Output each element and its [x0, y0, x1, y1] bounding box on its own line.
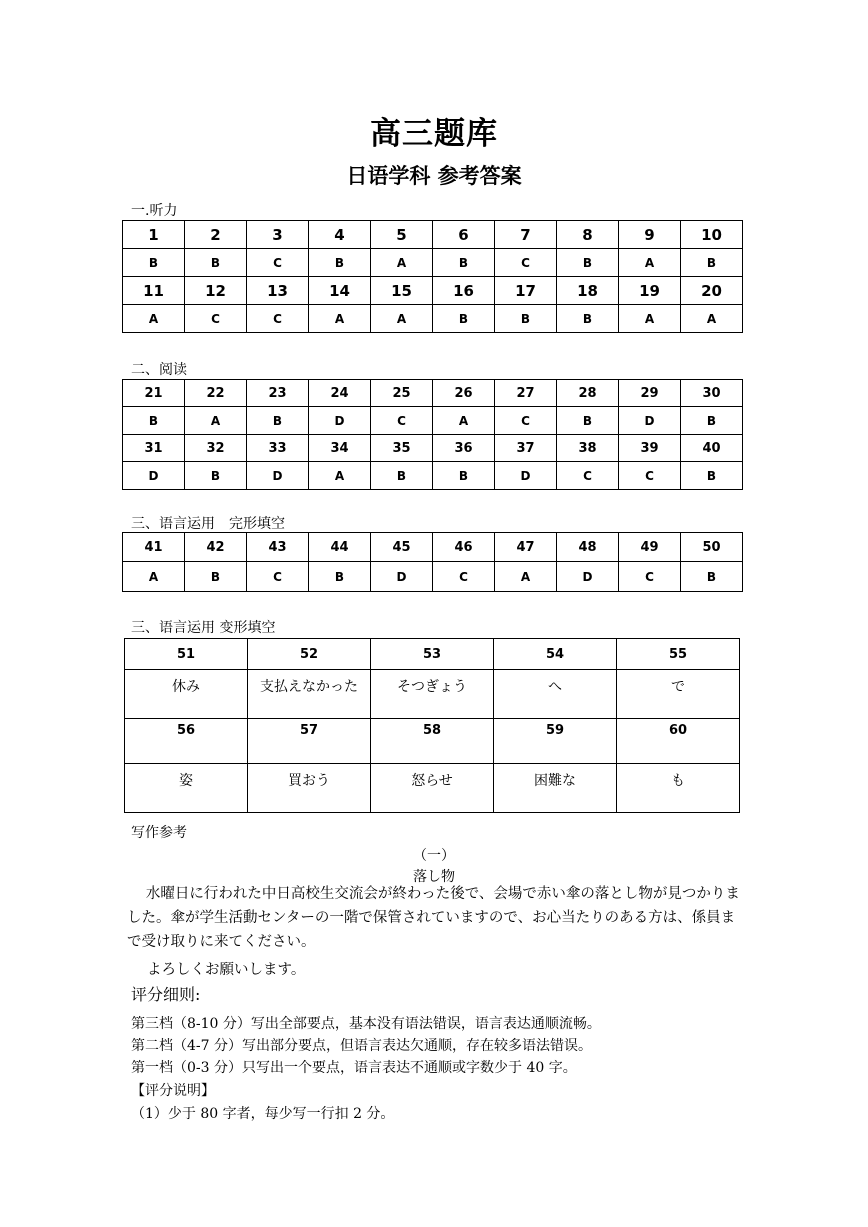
table-row — [123, 249, 743, 277]
answer-cell: D — [371, 562, 433, 592]
answer-cell: 休み — [125, 670, 248, 719]
answer-cell: C — [619, 562, 681, 592]
writing-closing: よろしくお願いします。 — [147, 962, 306, 978]
answer-cell: D — [619, 407, 681, 435]
answer-cell: 姿 — [125, 764, 248, 813]
answer-cell: B — [557, 407, 619, 435]
section-label-listening: 一.听力 — [131, 203, 178, 219]
answer-cell: C — [185, 305, 247, 333]
question-number: 50 — [681, 533, 743, 562]
scoring-note-title: 【评分说明】 — [131, 1083, 215, 1099]
question-number: 36 — [433, 435, 495, 462]
question-number: 10 — [681, 221, 743, 249]
question-number: 42 — [185, 533, 247, 562]
question-number: 57 — [248, 719, 371, 764]
answer-cell: C — [247, 305, 309, 333]
question-number: 16 — [433, 277, 495, 305]
question-number: 15 — [371, 277, 433, 305]
question-number: 19 — [619, 277, 681, 305]
question-number: 46 — [433, 533, 495, 562]
table-row — [123, 435, 743, 462]
section-label-cloze: 三、语言运用 完形填空 — [131, 516, 285, 532]
answer-cell: で — [617, 670, 740, 719]
question-number: 33 — [247, 435, 309, 462]
question-number: 14 — [309, 277, 371, 305]
table-row — [123, 277, 743, 305]
answer-cell: B — [681, 407, 743, 435]
question-number: 32 — [185, 435, 247, 462]
answer-cell: A — [309, 462, 371, 490]
answer-cell: C — [557, 462, 619, 490]
page-title: 高三题库 — [370, 116, 498, 152]
answer-cell: C — [495, 407, 557, 435]
table-row — [125, 764, 740, 813]
answer-cell: B — [681, 562, 743, 592]
question-number: 47 — [495, 533, 557, 562]
answer-cell: B — [433, 305, 495, 333]
question-number: 37 — [495, 435, 557, 462]
answer-cell: A — [185, 407, 247, 435]
question-number: 27 — [495, 380, 557, 407]
answer-cell: C — [371, 407, 433, 435]
question-number: 9 — [619, 221, 681, 249]
answer-cell: B — [123, 407, 185, 435]
table-row — [123, 305, 743, 333]
table-row — [123, 380, 743, 407]
answer-cell: B — [185, 249, 247, 277]
question-number: 54 — [494, 639, 617, 670]
question-number: 40 — [681, 435, 743, 462]
question-number: 4 — [309, 221, 371, 249]
question-number: 3 — [247, 221, 309, 249]
question-number: 28 — [557, 380, 619, 407]
table-row — [123, 221, 743, 249]
question-number: 13 — [247, 277, 309, 305]
transform-answer-table — [124, 638, 740, 813]
answer-cell: A — [619, 249, 681, 277]
answer-cell: D — [557, 562, 619, 592]
answer-cell: B — [371, 462, 433, 490]
question-number: 38 — [557, 435, 619, 462]
question-number: 49 — [619, 533, 681, 562]
question-number: 20 — [681, 277, 743, 305]
question-number: 26 — [433, 380, 495, 407]
question-number: 21 — [123, 380, 185, 407]
answer-cell: へ — [494, 670, 617, 719]
question-number: 56 — [125, 719, 248, 764]
answer-cell: C — [247, 562, 309, 592]
answer-cell: C — [433, 562, 495, 592]
question-number: 8 — [557, 221, 619, 249]
answer-cell: B — [185, 562, 247, 592]
answer-cell: B — [247, 407, 309, 435]
answer-cell: A — [309, 305, 371, 333]
table-row — [123, 562, 743, 592]
page-subtitle: 日语学科 参考答案 — [346, 164, 522, 188]
question-number: 1 — [123, 221, 185, 249]
answer-cell: B — [123, 249, 185, 277]
answer-cell: C — [495, 249, 557, 277]
table-row — [123, 462, 743, 490]
reading-answer-table — [122, 379, 743, 490]
question-number: 60 — [617, 719, 740, 764]
answer-cell: A — [123, 305, 185, 333]
answer-cell: B — [185, 462, 247, 490]
answer-cell: D — [247, 462, 309, 490]
answer-cell: D — [123, 462, 185, 490]
answer-cell: 支払えなかった — [248, 670, 371, 719]
answer-cell: 困難な — [494, 764, 617, 813]
question-number: 52 — [248, 639, 371, 670]
question-number: 23 — [247, 380, 309, 407]
question-number: 58 — [371, 719, 494, 764]
table-row — [123, 407, 743, 435]
answer-cell: A — [371, 249, 433, 277]
question-number: 18 — [557, 277, 619, 305]
question-number: 48 — [557, 533, 619, 562]
listening-answer-table — [122, 220, 743, 333]
question-number: 5 — [371, 221, 433, 249]
question-number: 41 — [123, 533, 185, 562]
question-number: 11 — [123, 277, 185, 305]
answer-cell: A — [371, 305, 433, 333]
question-number: 29 — [619, 380, 681, 407]
question-number: 35 — [371, 435, 433, 462]
answer-cell: 怒らせ — [371, 764, 494, 813]
answer-cell: A — [123, 562, 185, 592]
scoring-note: （1）少于 80 字者，每少写一行扣 2 分。 — [131, 1106, 395, 1122]
question-number: 7 — [495, 221, 557, 249]
question-number: 39 — [619, 435, 681, 462]
answer-cell: D — [309, 407, 371, 435]
question-number: 30 — [681, 380, 743, 407]
table-row — [125, 639, 740, 670]
question-number: 43 — [247, 533, 309, 562]
question-number: 24 — [309, 380, 371, 407]
question-number: 12 — [185, 277, 247, 305]
answer-cell: B — [681, 462, 743, 490]
answer-cell: C — [247, 249, 309, 277]
scoring-level: 第二档（4-7 分）写出部分要点，但语言表达欠通顺，存在较多语法错误。 — [131, 1038, 592, 1054]
question-number: 22 — [185, 380, 247, 407]
answer-cell: B — [681, 249, 743, 277]
question-number: 45 — [371, 533, 433, 562]
answer-cell: D — [495, 462, 557, 490]
answer-cell: B — [433, 462, 495, 490]
question-number: 17 — [495, 277, 557, 305]
answer-cell: A — [619, 305, 681, 333]
answer-cell: も — [617, 764, 740, 813]
question-number: 25 — [371, 380, 433, 407]
answer-cell: B — [309, 562, 371, 592]
answer-cell: B — [309, 249, 371, 277]
answer-cell: B — [557, 249, 619, 277]
question-number: 34 — [309, 435, 371, 462]
scoring-title: 评分细则: — [131, 985, 201, 1004]
scoring-level: 第三档（8-10 分）写出全部要点，基本没有语法错误，语言表达通顺流畅。 — [131, 1016, 601, 1032]
question-number: 31 — [123, 435, 185, 462]
scoring-level: 第一档（0-3 分）只写出一个要点，语言表达不通顺或字数少于 40 字。 — [131, 1060, 577, 1076]
answer-cell: B — [433, 249, 495, 277]
writing-number: （一） — [413, 848, 455, 864]
writing-paragraph: 水曜日に行われた中日高校生交流会が終わった後で、会場で赤い傘の落とし物が見つかりました。傘が学生活動センターの一階で保管されていますので、お心当たりのある方は、係員まで受け取りに来てください。 — [127, 886, 740, 950]
answer-cell: 買おう — [248, 764, 371, 813]
writing-topic: 落し物 — [413, 869, 455, 885]
question-number: 55 — [617, 639, 740, 670]
question-number: 59 — [494, 719, 617, 764]
answer-cell: そつぎょう — [371, 670, 494, 719]
answer-cell: B — [495, 305, 557, 333]
answer-cell: A — [681, 305, 743, 333]
answer-cell: A — [495, 562, 557, 592]
answer-cell: A — [433, 407, 495, 435]
question-number: 44 — [309, 533, 371, 562]
question-number: 6 — [433, 221, 495, 249]
table-row — [125, 670, 740, 719]
answer-cell: B — [557, 305, 619, 333]
table-row — [123, 533, 743, 562]
section-label-transform: 三、语言运用 变形填空 — [131, 620, 276, 636]
answer-cell: C — [619, 462, 681, 490]
section-label-reading: 二、阅读 — [131, 362, 187, 378]
writing-heading: 写作参考 — [131, 825, 187, 841]
cloze-answer-table — [122, 532, 743, 592]
question-number: 51 — [125, 639, 248, 670]
question-number: 2 — [185, 221, 247, 249]
question-number: 53 — [371, 639, 494, 670]
table-row — [125, 719, 740, 764]
